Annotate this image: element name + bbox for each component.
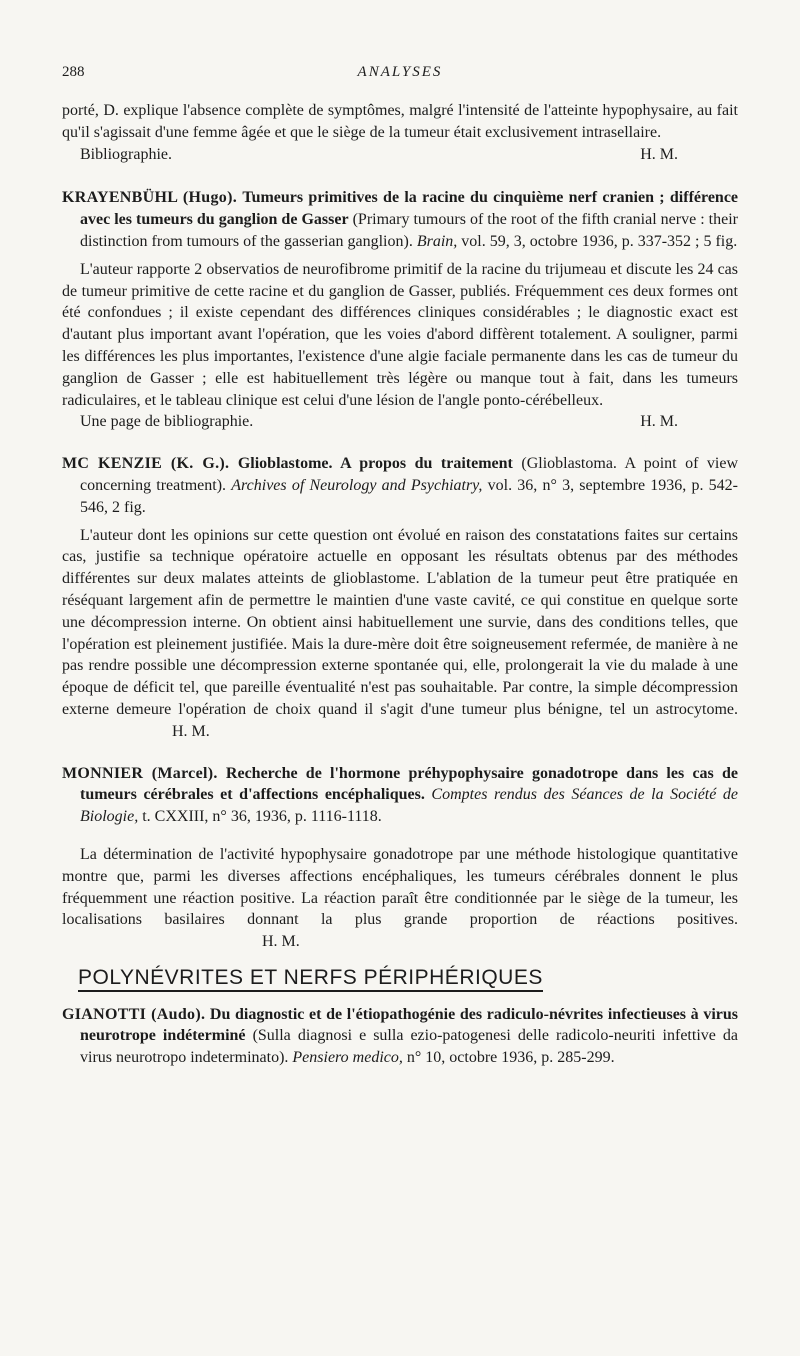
page-body bbox=[62, 100, 738, 1069]
entry-reference: vol. 59, 3, octobre 1936, p. 337-352 ; 5 fig. bbox=[461, 232, 738, 250]
entry-journal: Archives of Neurology and Psychiatry, bbox=[231, 476, 483, 494]
entry-journal: Brain, bbox=[416, 232, 458, 250]
entry-author: GIANOTTI (Audo). bbox=[62, 1005, 206, 1023]
entry-title: Tumeurs primitives de la racine du cinquième nerf cranien ; différence avec les tumeurs du ganglion de Gasser bbox=[80, 189, 739, 229]
entry-monnier bbox=[62, 763, 738, 953]
entry-summary-text: La détermination de l'activité hypophysaire gonadotrope par une méthode histologique quantitative montre que, parmi les diverses affections encéphaliques, les tumeurs cérébrales donnent le plus fréquemment une réaction positive. La réaction paraît être conditionnée par le siège de la tumeur, les localisations basilaires donnant la plus grande proportion de réactions positives. bbox=[62, 845, 738, 929]
entry-heading bbox=[62, 763, 738, 828]
entry-reference: vol. 36, n° 3, septembre 1936, p. 542-546, 2 fig. bbox=[80, 476, 739, 516]
entry-signature: H. M. bbox=[262, 933, 300, 951]
page-number: 288 bbox=[62, 64, 85, 80]
intro-biblio: Bibliographie. bbox=[80, 145, 172, 163]
intro-signature: H. M. bbox=[640, 145, 678, 163]
entry-original-title: (Sulla diagnosi e sulla ezio-patogenesi delle radicolo-neuriti infettive da virus neurotropo indeterminato). bbox=[80, 1027, 738, 1067]
intro-biblio-line bbox=[62, 144, 738, 166]
entry-journal: Comptes rendus des Séances de la Société de Biologie, bbox=[80, 786, 739, 826]
entry-summary: L'auteur rapporte 2 observatios de neurofibrome primitif de la racine du trijumeau et discute les 24 cas de tumeur primitive de cette racine et du ganglion de Gasser, publiés. Fréquemment ces deux formes ont été confondues ; il existe cependant des différences cliniques considérables ; le diagnostic exact est d'autant plus important avant l'opération, que les voies d'abord diffèrent totalement. A souligner, parmi les différences les plus importantes, l'existence d'une algie faciale permanente dans les cas de tumeur du ganglion de Gasser ; elle est habituellement très légère ou manque tout à fait, dans les tumeurs radiculaires, et le tableau clinique est celui d'une lésion de l'angle ponto-cérébelleux. bbox=[62, 260, 738, 409]
page-header bbox=[62, 64, 738, 86]
entry-reference: t. CXXIII, n° 36, 1936, p. 1116-1118. bbox=[142, 808, 382, 826]
entry-author: MC KENZIE (K. G.). bbox=[62, 455, 230, 473]
entry-reference: n° 10, octobre 1936, p. 285-299. bbox=[406, 1049, 615, 1067]
entry-biblio-line bbox=[62, 411, 738, 433]
intro-text: porté, D. explique l'absence complète de symptômes, malgré l'intensité de l'atteinte hypophysaire, au fait qu'il s'agissait d'une femme âgée et que le siège de la tumeur était exclusivement intrasellaire. bbox=[62, 102, 738, 141]
entry-mckenzie bbox=[62, 453, 738, 742]
entry-summary bbox=[62, 525, 738, 743]
entry-author: MONNIER (Marcel). bbox=[62, 764, 218, 782]
entry-title: Du diagnostic et de l'étiopathogénie des radiculo-névrites infectieuses à virus neurotrope indéterminé bbox=[80, 1005, 739, 1045]
entry-heading bbox=[62, 1004, 738, 1069]
entry-signature: H. M. bbox=[640, 413, 678, 431]
entry-signature: H. M. bbox=[172, 722, 210, 740]
entry-gianotti bbox=[62, 1004, 738, 1069]
entry-summary bbox=[62, 844, 738, 953]
entry-original-title: (Primary tumours of the root of the fifth cranial nerve : their distinction from tumours of the gasserian ganglion). bbox=[80, 211, 739, 250]
entry-heading bbox=[62, 453, 738, 518]
section-heading: POLYNÉVRITES ET NERFS PÉRIPHÉRIQUES bbox=[78, 967, 543, 992]
entry-author: KRAYENBÜHL (Hugo). bbox=[62, 189, 238, 207]
entry-original-title: (Glioblastoma. A point of view concerning treatment). bbox=[80, 455, 739, 494]
running-title: ANALYSES bbox=[357, 64, 443, 80]
entry-journal: Pensiero medico, bbox=[292, 1049, 403, 1067]
entry-title: Glioblastome. A propos du traitement bbox=[237, 455, 513, 473]
entry-title: Recherche de l'hormone préhypophysaire gonadotrope dans les cas de tumeurs cérébrales et d'affections encéphaliques. bbox=[80, 764, 739, 804]
entry-krayenbuhl bbox=[62, 187, 738, 433]
entry-summary-text: L'auteur dont les opinions sur cette question ont évolué en raison des constatations faites sur certains cas, justifie sa technique opératoire actuelle en opposant les résultats obtenus par des méthodes différentes sur deux malates atteints de glioblastome. L'ablation de la tumeur peut être pratiquée en réséquant largement afin de permettre le maintien d'une vaste cavité, ce qui constitue en quelque sorte une décompression interne. On obtient ainsi habituellement une survie, dans des conditions telles, que l'opération est pleinement justifiée. Mais la dure-mère doit être soigneusement refermée, de manière à ne pas rendre possible une décompression externe spontanée qui, elle, prolongerait la vie du malade à une époque de déficit tel, que pareille éventualité n'est pas souhaitable. Par contre, la simple décompression externe demeure l'opération de choix quand il s'agit d'une tumeur plus bénigne, tel un astrocytome. bbox=[62, 526, 738, 718]
entry-heading bbox=[62, 187, 738, 252]
entry-biblio: Une page de bibliographie. bbox=[80, 413, 254, 431]
